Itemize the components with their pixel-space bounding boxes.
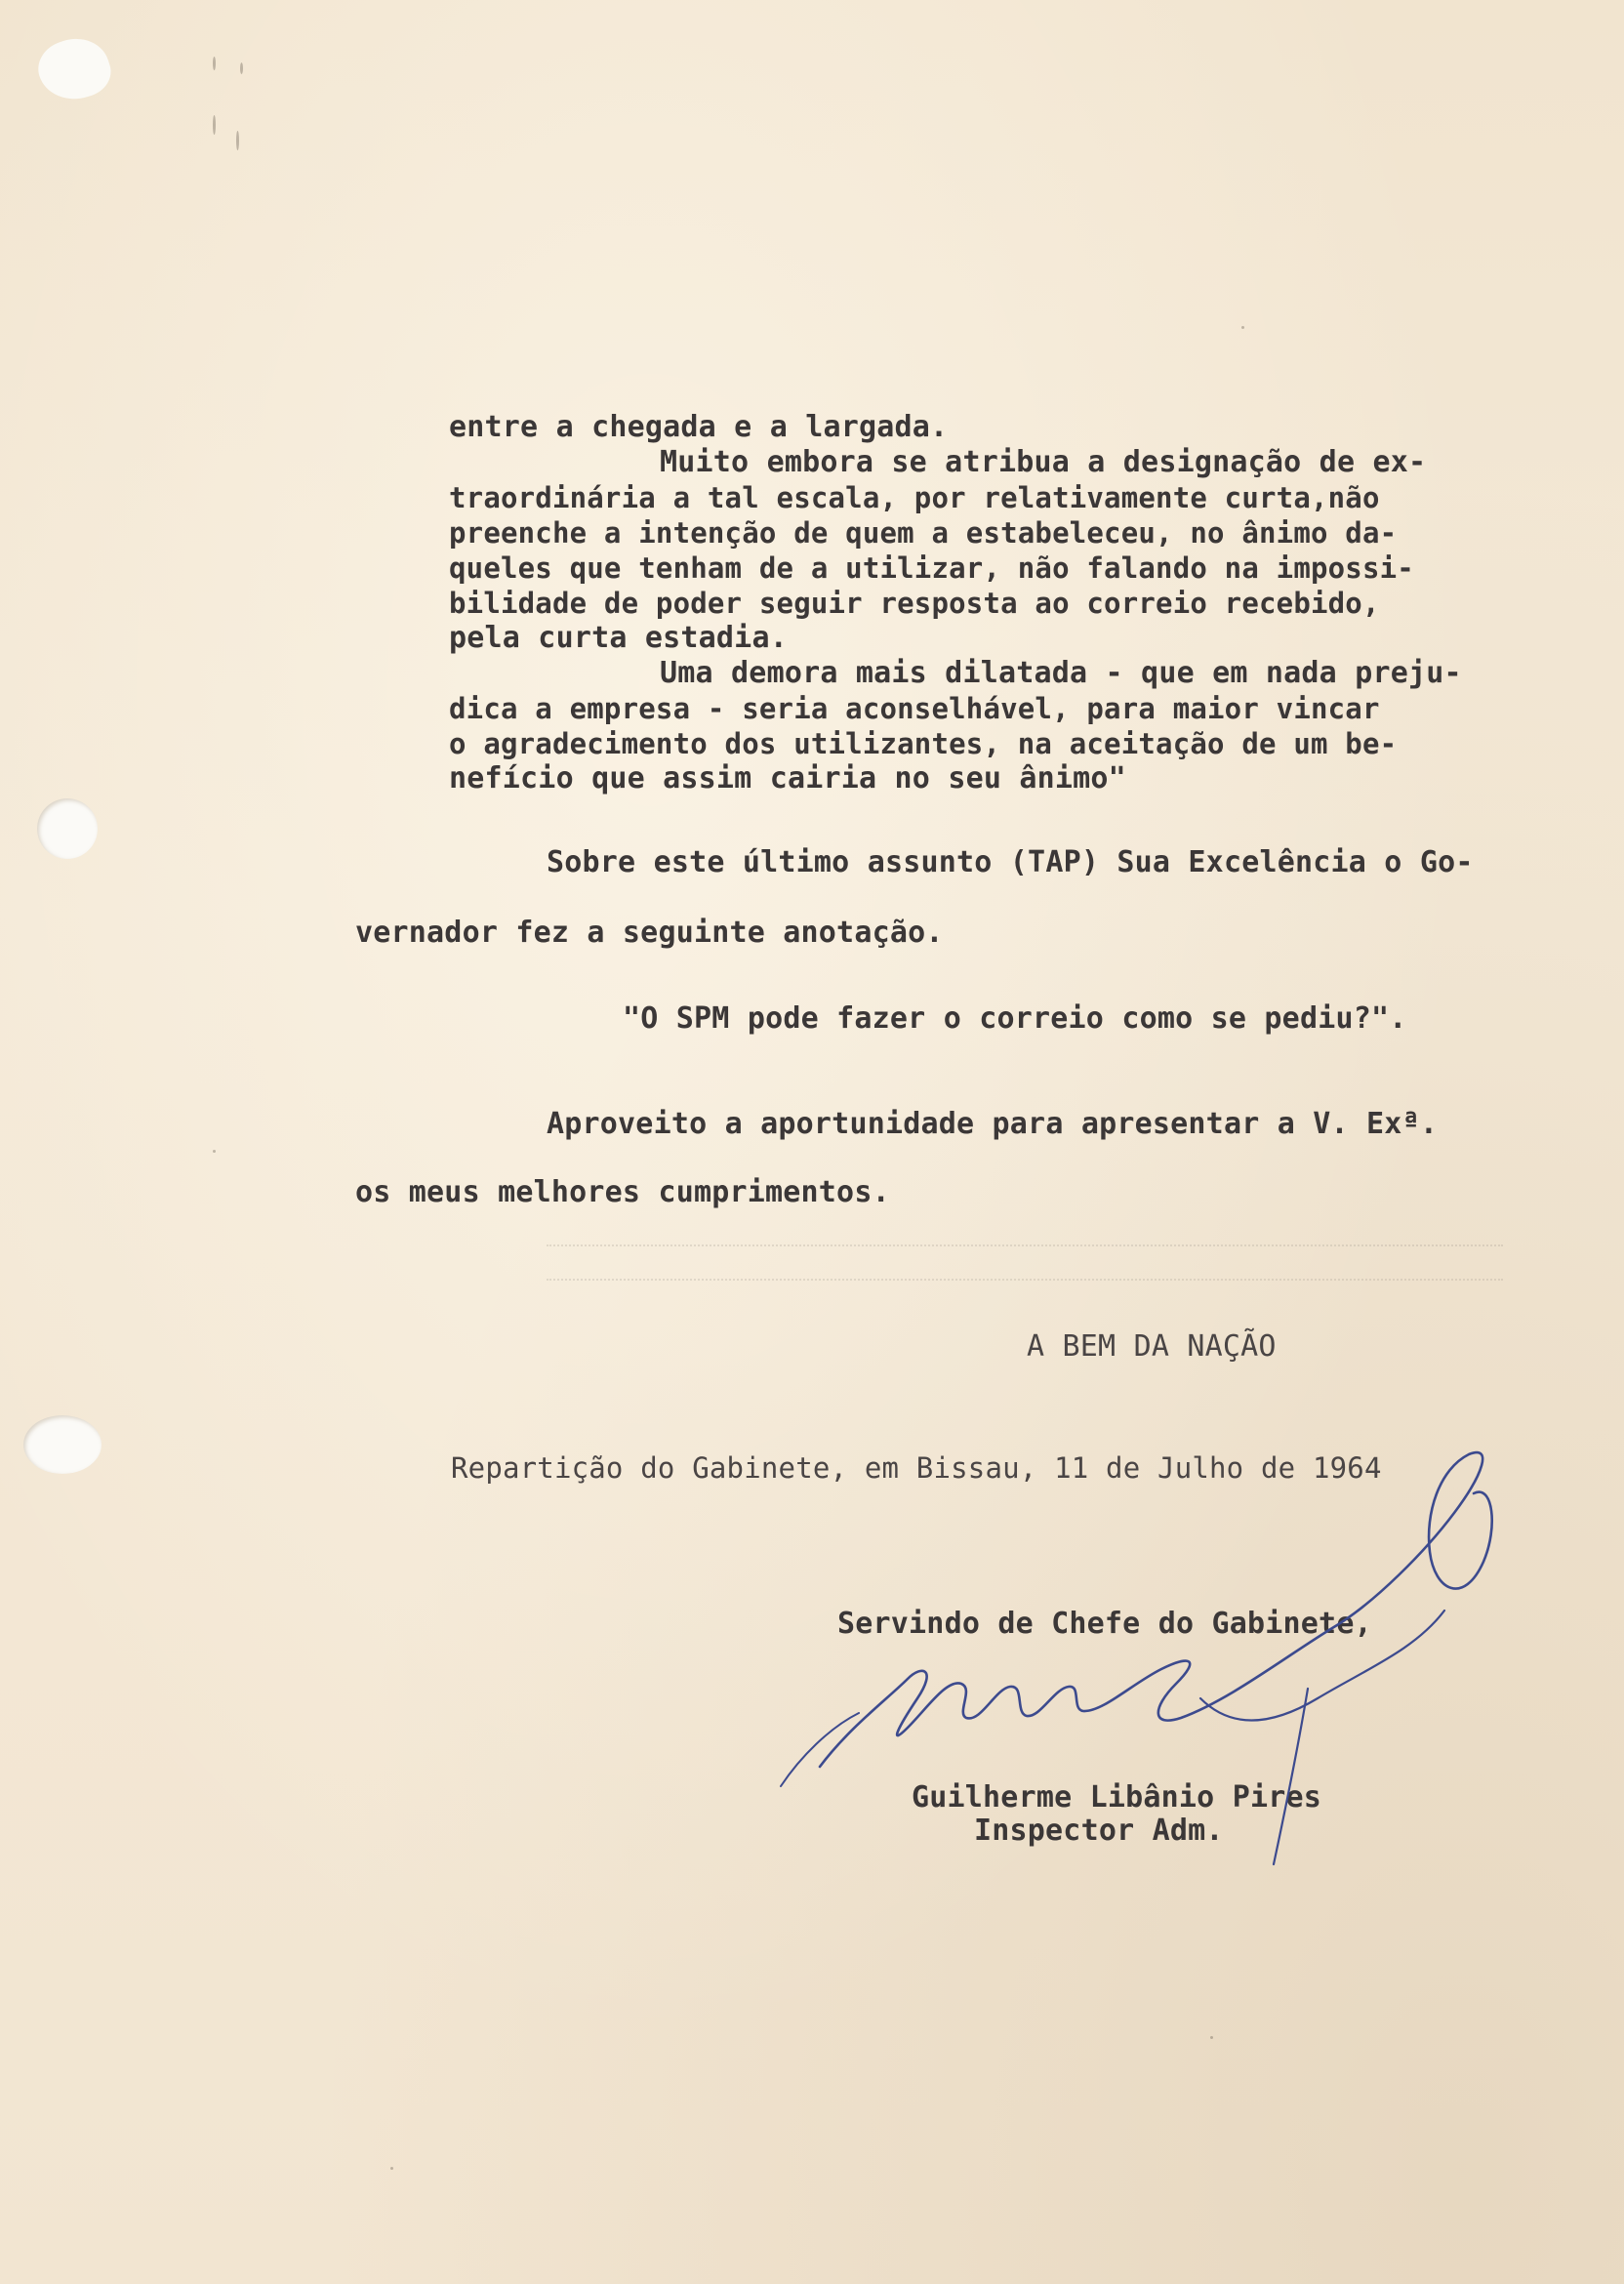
paper-speck bbox=[390, 2167, 393, 2170]
paper-speck bbox=[240, 62, 243, 74]
signature-stroke-lead bbox=[781, 1713, 859, 1786]
quote-line-3: traordinária a tal escala, por relativamente curta,não bbox=[449, 481, 1380, 514]
closing-line-2: os meus melhores cumprimentos. bbox=[355, 1175, 890, 1209]
handwritten-signature bbox=[742, 1435, 1581, 1894]
paper-speck bbox=[213, 1150, 216, 1153]
paper-speck bbox=[1241, 326, 1244, 329]
signer-title: Inspector Adm. bbox=[974, 1814, 1224, 1848]
quote-line-1: entre a chegada e a largada. bbox=[449, 410, 949, 444]
paper-speck bbox=[213, 57, 216, 70]
place-date: Repartição do Gabinete, em Bissau, 11 de Julho de 1964 bbox=[451, 1451, 1382, 1485]
signer-name: Guilherme Libânio Pires bbox=[912, 1780, 1322, 1815]
signer-role: Servindo de Chefe do Gabinete, bbox=[837, 1607, 1372, 1641]
closing-line-1: Aproveito a aportunidade para apresentar a V. Exª. bbox=[547, 1107, 1439, 1141]
quote-line-10: o agradecimento dos utilizantes, na aceitação de um be- bbox=[449, 727, 1398, 760]
show-through-line bbox=[547, 1244, 1503, 1246]
show-through-line bbox=[547, 1279, 1503, 1281]
punch-hole-upper bbox=[37, 798, 98, 859]
punch-hole-lower bbox=[23, 1415, 102, 1474]
tap-paragraph-line-2: vernador fez a seguinte anotação. bbox=[355, 916, 944, 950]
quote-line-7: pela curta estadia. bbox=[449, 621, 788, 655]
quote-line-6: bilidade de poder seguir resposta ao correio recebido, bbox=[449, 587, 1380, 620]
quote-line-5: queles que tenham de a utilizar, não falando na impossi- bbox=[449, 551, 1414, 585]
quote-line-2: Muito embora se atribua a designação de ex- bbox=[660, 445, 1427, 479]
quote-line-9: dica a empresa - seria aconselhável, para maior vincar bbox=[449, 692, 1380, 725]
spm-quote: "O SPM pode fazer o correio como se pediu?". bbox=[623, 1001, 1407, 1036]
tap-paragraph-line-1: Sobre este último assunto (TAP) Sua Excelência o Go- bbox=[547, 845, 1474, 879]
paper-speck bbox=[236, 131, 239, 150]
quote-line-4: preenche a intenção de quem a estabeleceu, no ânimo da- bbox=[449, 516, 1398, 550]
signature-stroke-tail bbox=[1200, 1611, 1444, 1721]
signature-stroke-down bbox=[1274, 1689, 1308, 1864]
paper-speck bbox=[213, 115, 216, 135]
motto: A BEM DA NAÇÃO bbox=[1027, 1329, 1277, 1364]
quote-line-11: nefício que assim cairia no seu ânimo" bbox=[449, 761, 1126, 795]
quote-line-8: Uma demora mais dilatada - que em nada preju- bbox=[660, 656, 1462, 690]
signature-stroke-main bbox=[820, 1452, 1492, 1767]
paper-speck bbox=[1210, 2036, 1213, 2039]
torn-corner bbox=[31, 29, 117, 108]
